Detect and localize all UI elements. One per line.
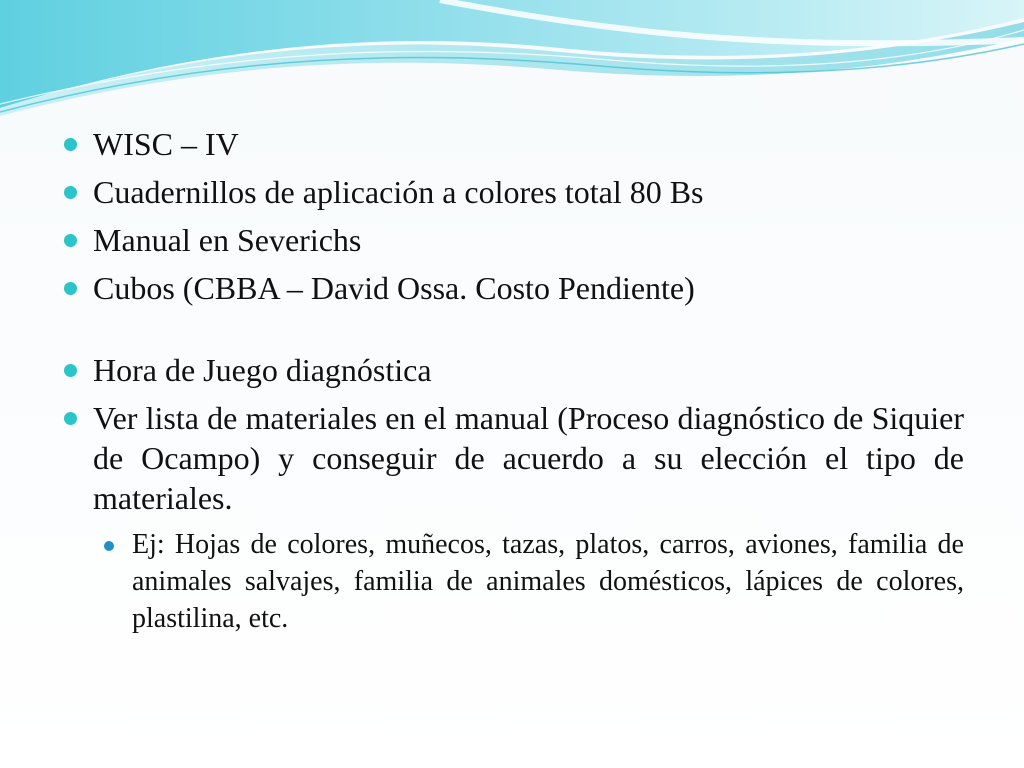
sub-bullet-text: Ej: Hojas de colores, muñecos, tazas, platos, carros, aviones, familia de animales salvajes, familia de animales domésticos, lápices de colores, plastilina, etc. bbox=[132, 529, 964, 634]
sub-bullet-dot-icon bbox=[104, 541, 114, 551]
bullet-dot-icon bbox=[64, 412, 77, 425]
wave-decoration bbox=[0, 0, 1024, 130]
bullet-item bbox=[64, 268, 964, 308]
sub-bullet-item bbox=[104, 526, 964, 637]
bullet-text: Ver lista de materiales en el manual (Proceso diagnóstico de Siquier de Ocampo) y conseguir de acuerdo a su elección el tipo de materiales. bbox=[93, 400, 964, 516]
bullet-text: Cubos (CBBA – David Ossa. Costo Pendiente) bbox=[93, 270, 695, 306]
bullet-item bbox=[64, 124, 964, 164]
bullet-dot-icon bbox=[64, 282, 77, 295]
bullet-item bbox=[64, 350, 964, 390]
bullet-dot-icon bbox=[64, 138, 77, 151]
bullet-text: Hora de Juego diagnóstica bbox=[93, 352, 432, 388]
bullet-text: Cuadernillos de aplicación a colores total 80 Bs bbox=[93, 174, 704, 210]
bullet-item bbox=[64, 398, 964, 518]
bullet-text: Manual en Severichs bbox=[93, 222, 362, 258]
bullet-item bbox=[64, 172, 964, 212]
bullet-list bbox=[64, 124, 964, 637]
bullet-dot-icon bbox=[64, 364, 77, 377]
bullet-dot-icon bbox=[64, 186, 77, 199]
bullet-dot-icon bbox=[64, 234, 77, 247]
bullet-text: WISC – IV bbox=[93, 126, 239, 162]
section-gap bbox=[64, 316, 964, 350]
bullet-item bbox=[64, 220, 964, 260]
